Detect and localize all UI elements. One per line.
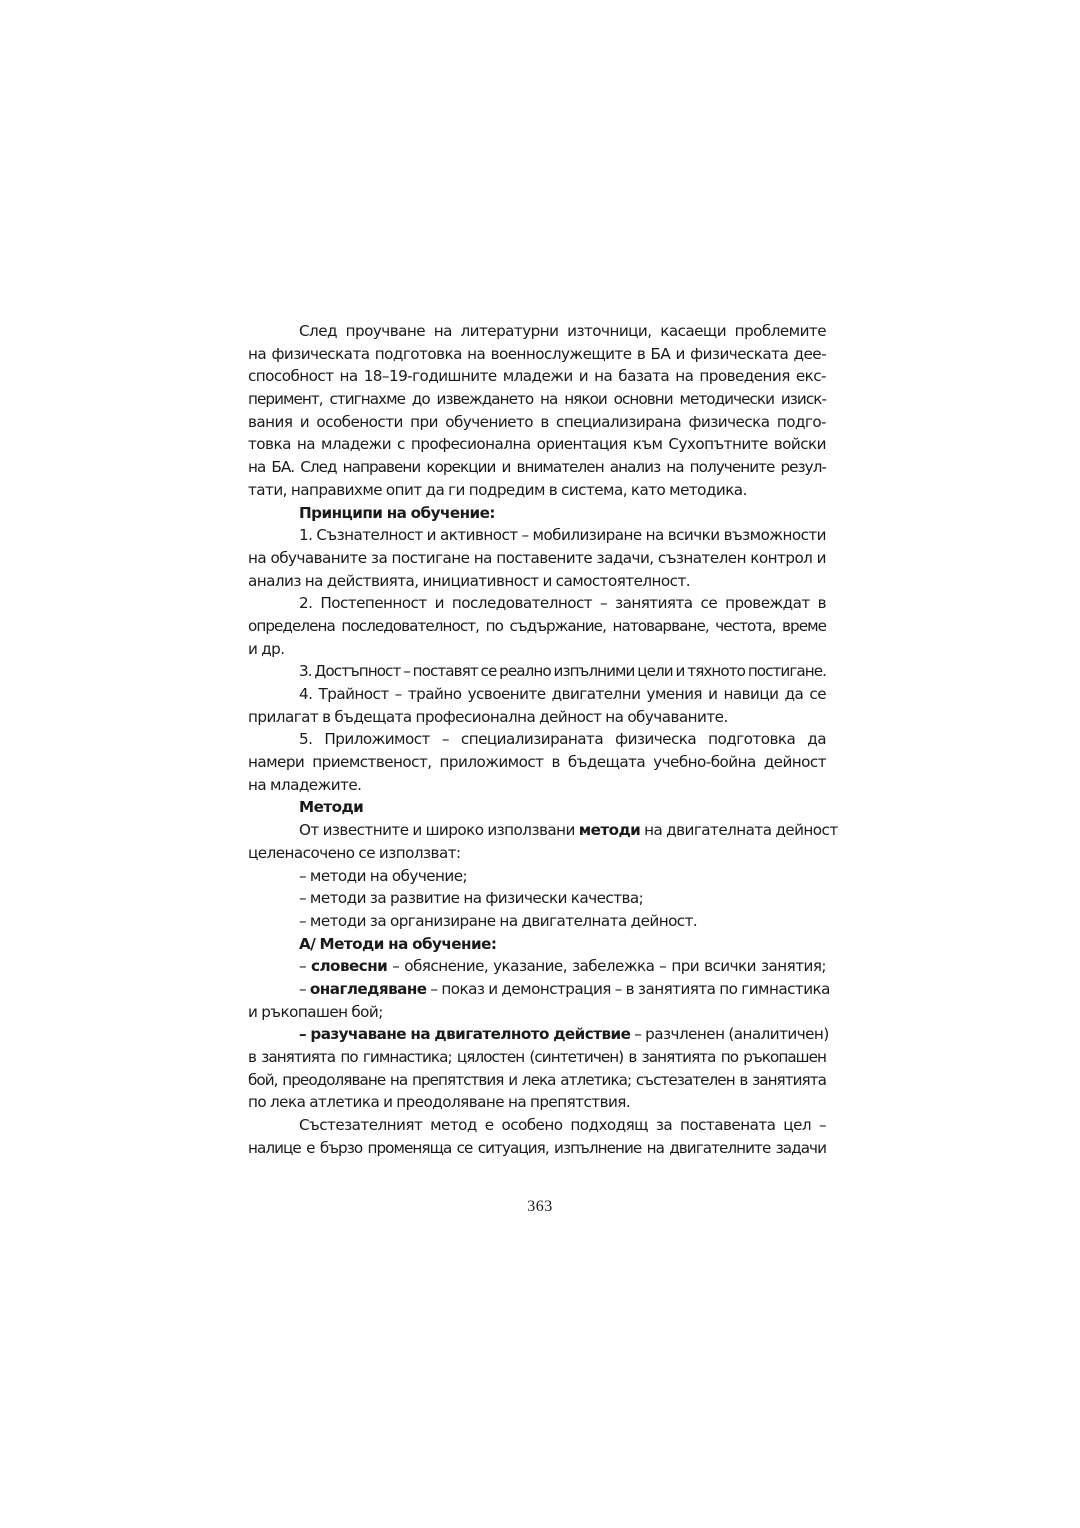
methods-list xyxy=(248,865,826,933)
methods-heading: Методи xyxy=(299,798,364,817)
text-line: на БА. След направени корекции и внимателен анализ на получените резул- xyxy=(248,458,826,477)
text-run: – показ и демонстрация – в занятията по гимнастика xyxy=(426,979,830,998)
text-line: вания и особености при обучението в специализирана физическа подго- xyxy=(248,412,826,431)
principle-3: 3. Достъпност – поставят се реално изпълними цели и тяхното постигане. xyxy=(299,662,826,681)
text-line: на обучаваните за постигане на поставените задачи, съзнателен контрол и xyxy=(248,548,826,567)
principle-2 xyxy=(248,592,826,660)
competitive-method xyxy=(248,1114,826,1159)
text-line: намери приемственост, приложимост в бъдещата учебно-бойна дейност xyxy=(248,753,826,772)
text-line xyxy=(248,978,830,1001)
paragraph-intro xyxy=(248,320,826,502)
text-line: Състезателният метод е особено подходящ за поставената цел – xyxy=(299,1116,826,1135)
text-line: 4. Трайност – трайно усвоените двигателни умения и навици да се xyxy=(299,685,826,703)
principle-1 xyxy=(248,524,826,592)
text-run: на двигателната дейност xyxy=(640,821,838,840)
text-line: 1. Съзнателност и активност – мобилизиране на всички възможности xyxy=(299,526,826,545)
text-run: От известните и широко използвани xyxy=(299,821,579,840)
text-line: и ръкопашен бой; xyxy=(248,1002,383,1021)
text-line: 2. Постепенност и последователност – занятията се провеждат в xyxy=(299,594,826,613)
teaching-methods-heading: А/ Методи на обучение: xyxy=(299,934,497,953)
text-line: способност на 18–19-годишните младежи и на базата на проведения екс- xyxy=(248,367,826,386)
bold-term: методи xyxy=(578,821,641,840)
text-line: След проучване на литературни източници, касаещи проблемите xyxy=(299,322,826,340)
text-line: бой, преодоляване на препятствия и лека атлетика; състезателен в занятията xyxy=(248,1070,826,1089)
page-number: 363 xyxy=(527,1198,553,1215)
list-item: – методи на обучение; xyxy=(299,866,468,885)
text-run: – xyxy=(299,957,312,976)
text-line: тати, направихме опит да ги подредим в система, като методика. xyxy=(248,480,747,499)
text-line: и др. xyxy=(248,639,285,658)
bold-term: онагледяване xyxy=(309,979,427,998)
text-run: – обяснение, указание, забележка – при всички занятия; xyxy=(387,957,826,976)
text-line: 5. Приложимост – специализираната физическа подготовка да xyxy=(299,730,826,749)
text-line: на младежите. xyxy=(248,775,362,794)
text-run: – xyxy=(299,979,310,998)
text-line: целенасочено се използват: xyxy=(248,843,461,862)
learning-methods xyxy=(248,1023,829,1114)
text-run: – разчленен (аналитичен) xyxy=(630,1025,829,1044)
text-line: прилагат в бъдещата професионална дейност на обучаваните. xyxy=(248,707,728,726)
text-line xyxy=(248,819,838,842)
bold-term: – разучаване на двигателното действие xyxy=(299,1025,631,1044)
bold-term: словесни xyxy=(311,957,388,976)
methods-intro xyxy=(248,819,838,864)
visual-methods xyxy=(248,978,830,1023)
text-line: перимент, стигнахме до извеждането на някои основни методически изиск- xyxy=(248,390,826,409)
list-item: – методи за развитие на физически качества; xyxy=(299,889,644,908)
text-line xyxy=(248,1023,829,1046)
text-line: товка на младежи с професионална ориентация към Сухопътните войски xyxy=(248,435,826,454)
text-line: на физическата подготовка на военнослужещите в БА и физическата дее- xyxy=(248,344,826,363)
text-line: налице е бързо променяща се ситуация, изпълнение на двигателните задачи xyxy=(248,1138,826,1157)
list-item: – методи за организиране на двигателната дейност. xyxy=(299,911,698,930)
text-line: по лека атлетика и преодоляване на препятствия. xyxy=(248,1093,631,1112)
text-line: определена последователност, по съдържание, натоварване, честота, време xyxy=(248,616,826,635)
page-body xyxy=(248,320,838,1159)
text-line: в занятията по гимнастика; цялостен (синтетичен) в занятията по ръкопашен xyxy=(248,1048,826,1066)
text-line: анализ на действията, инициативност и самостоятелност. xyxy=(248,571,691,590)
verbal-methods-line xyxy=(248,955,826,978)
principle-5 xyxy=(248,728,826,796)
principle-4 xyxy=(248,683,826,728)
principles-heading: Принципи на обучение: xyxy=(299,503,495,522)
